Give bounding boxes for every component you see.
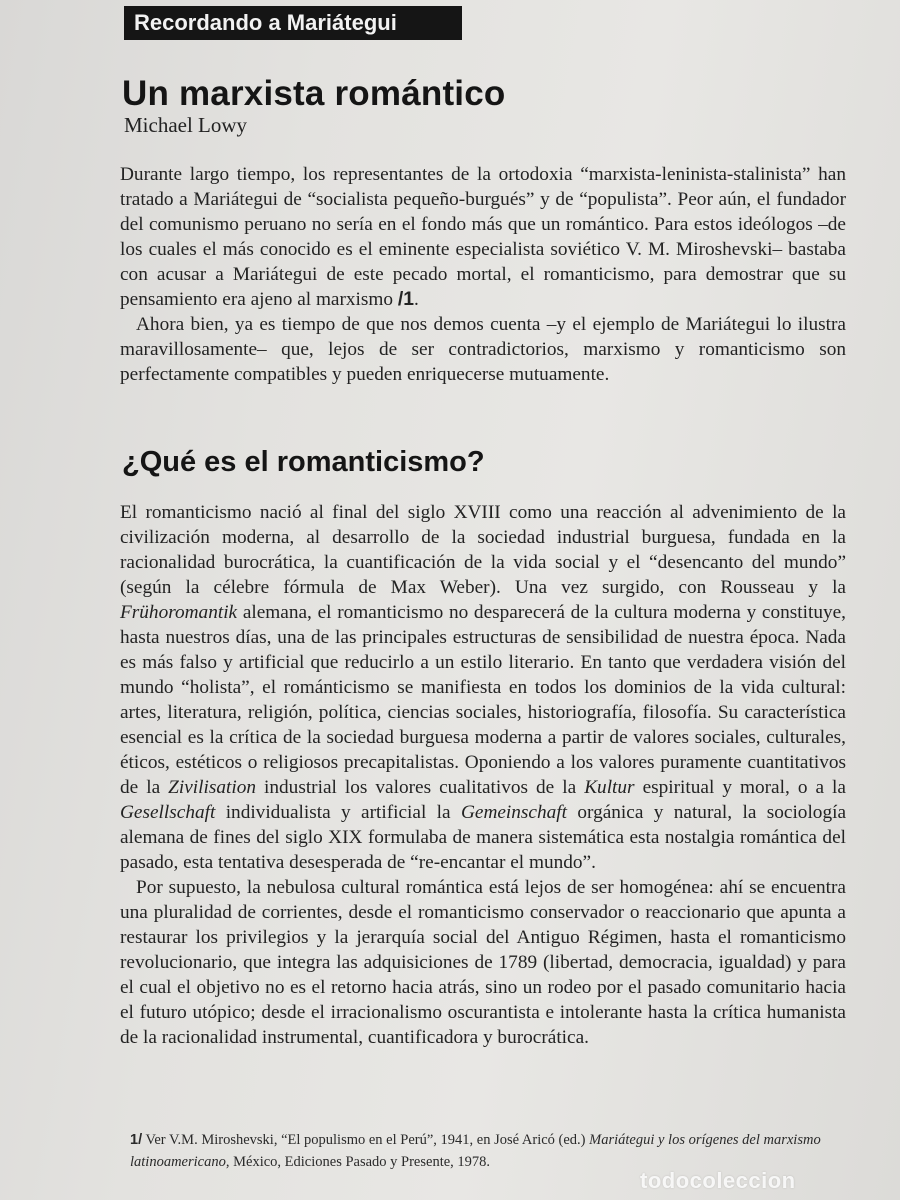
- article-title: Un marxista romántico: [122, 74, 506, 113]
- term-zivilisation: Zivilisation: [168, 777, 257, 798]
- footnote: [130, 1129, 838, 1173]
- intro-section: [120, 162, 846, 387]
- intro-paragraph-1-end: .: [413, 289, 419, 310]
- section-banner: Recordando a Mariátegui: [124, 6, 462, 40]
- body-paragraph-2: Por supuesto, la nebulosa cultural romántica está lejos de ser homogénea: ahí se encuentra una pluralidad de corrientes, desde el romanticismo conservador o reaccionario que apunta a restaurar los privilegios y la jerarquía social del Antiguo Régimen, hasta el romanticismo revolucionario, que integra las adquisiciones de 1789 (libertad, democracia, igualdad) y para el cual el objetivo no es el retorno hacia atrás, sino un rodeo por el pasado comunitario hacia el futuro utópico; desde el irracionalismo oscurantista e intolerante hasta la crítica humanista de la racionalidad instrumental, cuantificadora y burocrática.: [120, 877, 846, 1048]
- term-gesellschaft: Gesellschaft: [120, 802, 216, 823]
- body-paragraph-1-part-b: alemana, el romanticismo no desparecerá de la cultura moderna y constituye, hasta nuestros días, una de las principales estructuras de sensibilidad de nuestra época. Nada es más falso y artificial que reducirlo a un estilo literario. En tanto que verdadera visión del mundo “holista”, el románticismo se manifiesta en todos los dominios de la vida cultural: artes, literatura, religión, política, ciencias sociales, historiografía, filosofía. Su característica esencial es la crítica de la sociedad burguesa moderna a partir de valores sociales, culturales, éticos, estéticos o religiosos precapitalistas. Oponiendo a los valores puramente cuantitativos de la: [120, 602, 846, 798]
- watermark: todocoleccion: [640, 1168, 796, 1193]
- article-author: Michael Lowy: [124, 113, 248, 137]
- body-paragraph-1-part-d: espiritual y moral, o a la: [634, 777, 846, 798]
- term-fruhoromantik: Frühoromantik: [120, 602, 238, 623]
- footnote-mark: 1/: [130, 1132, 143, 1148]
- body-paragraph-1-part-f: orgánica y natural, la sociología alemana de fines del siglo XIX formulaba de manera sistemática esta nostalgia romántica del pasado, esta tentativa desesperada de “re-encantar el mundo”.: [120, 802, 846, 873]
- footnote-text-a: Ver V.M. Miroshevski, “El populismo en el Perú”, 1941, en José Aricó (ed.): [142, 1132, 590, 1148]
- footnote-book-title: Mariátegui y los orígenes del marxismo latinoamericano: [130, 1132, 821, 1170]
- intro-paragraph-1-text: Durante largo tiempo, los representantes de la ortodoxia “marxista-leninista-stalinista” han tratado a Mariátegui de “socialista pequeño-burgués” y de “populista”. Peor aún, el fundador del comunismo peruano no sería en el fondo más que un romántico. Para estos ideólogos –de los cuales el más conocido es el eminente especialista soviético V. M. Miroshevski– bastaba con acusar a Mariátegui de este pecado mortal, el romanticismo, para demostrar que su pensamiento era ajeno al marxismo: [120, 164, 846, 310]
- body-paragraph-1-part-c: industrial los valores cualitativos de la: [256, 777, 585, 798]
- intro-paragraph-2: Ahora bien, ya es tiempo de que nos demos cuenta –y el ejemplo de Mariátegui lo ilustra maravillosamente– que, lejos de ser contradictorios, marxismo y romanticismo son perfectamente compatibles y pueden enriquecerse mutuamente.: [120, 314, 846, 385]
- section-heading: ¿Qué es el romanticismo?: [122, 446, 485, 478]
- body-paragraph-1-part-e: individualista y artificial la: [215, 802, 461, 823]
- footnote-reference: /1: [397, 289, 414, 310]
- intro-paragraph-1: [120, 162, 846, 312]
- body-paragraph-1-part-a: El romanticismo nació al final del siglo XVIII como una reacción al advenimiento de la civilización moderna, al desarrollo de la sociedad industrial burguesa, fundada en la racionalidad burocrática, la cuantificación de la vida social y el “desencanto del mundo” (según la célebre fórmula de Max Weber). Una vez surgido, con Rousseau y la: [120, 502, 846, 598]
- romanticism-section: [120, 500, 846, 1050]
- term-gemeinschaft: Gemeinschaft: [460, 802, 567, 823]
- term-kultur: Kultur: [584, 777, 635, 798]
- body-paragraph-1: [120, 500, 846, 875]
- footnote-text-b: , México, Ediciones Pasado y Presente, 1978.: [225, 1154, 491, 1170]
